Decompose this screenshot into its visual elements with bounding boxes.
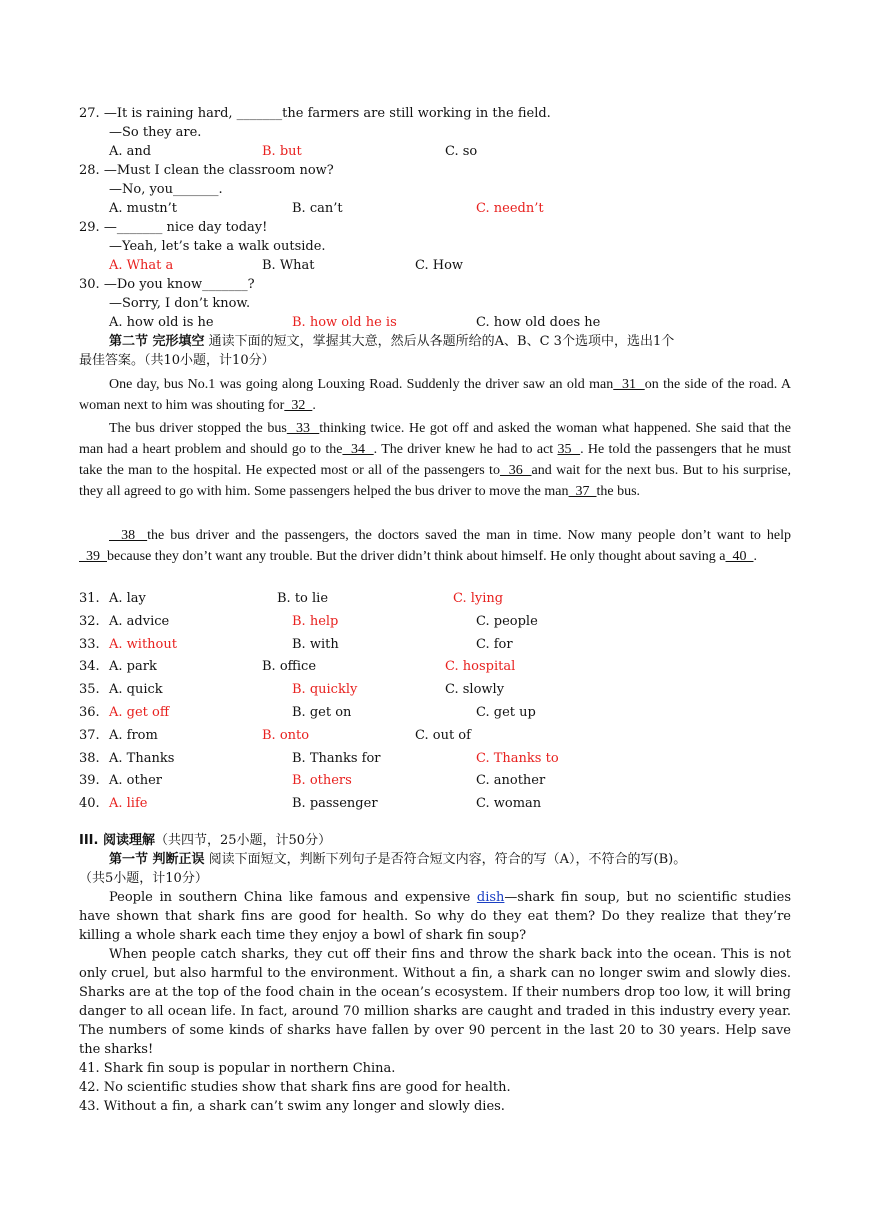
option-c: C. out of [415, 727, 471, 743]
statement-43: 43. Without a fin, a shark can’t swim any longer and slowly dies. [79, 1099, 505, 1114]
option-a: A. and [109, 144, 152, 159]
option-c: C. people [476, 613, 538, 629]
option-a: A. from [109, 727, 158, 743]
blank-31: 31 [613, 377, 645, 392]
option-b-correct: B. how old he is [292, 315, 397, 330]
question-number: 36. [79, 705, 100, 720]
question-number: 30. [79, 277, 100, 292]
question-number: 39. [79, 773, 100, 789]
option-b: B. Thanks for [292, 750, 381, 766]
blank-35: 35 [557, 442, 581, 457]
option-b: B. passenger [292, 796, 378, 812]
blank-36: 36 [499, 463, 532, 478]
option-c: C. How [415, 258, 464, 273]
option-a-correct: A. get off [109, 705, 170, 720]
blank-40: 40 [725, 549, 754, 564]
option-b: B. with [292, 636, 339, 652]
option-a: A. Thanks [109, 750, 175, 766]
question-number: 40. [79, 796, 100, 812]
section-1-heading [109, 850, 686, 869]
option-a: A. how old is he [109, 315, 214, 330]
question-number: 38. [79, 750, 100, 766]
question-number: 32. [79, 613, 100, 629]
option-b-correct: B. others [292, 773, 352, 789]
part-score: （共四节，25小题，计50分） [154, 833, 332, 848]
option-b: B. get on [292, 705, 352, 720]
blank-34: 34 [342, 442, 374, 457]
option-c: C. woman [476, 796, 542, 812]
option-a: A. mustn’t [109, 201, 177, 216]
blank-39: 39 [79, 549, 107, 564]
option-a: A. lay [109, 591, 146, 606]
reading-paragraph-1: People in southern China like famous and expensive dish—shark fin soup, but no scientific studies have shown that shark fins are good for health. So why do they eat them? Do they realize that they’re killing a whole shark each time they enjoy a bowl of shark fin soup? [79, 890, 791, 943]
question-prompt: —_______ nice day today! [103, 220, 268, 235]
question-number: 33. [79, 636, 100, 652]
option-c-correct: C. lying [453, 591, 504, 606]
option-c: C. so [445, 144, 478, 159]
statement-41: 41. Shark fin soup is popular in northern China. [79, 1061, 396, 1076]
question-28-reply: —No, you_______. [109, 182, 223, 197]
section-1-instructions-cont: （共5小题，计10分） [79, 871, 208, 886]
blank-32: 32 [284, 398, 313, 413]
question-number: 35. [79, 682, 100, 698]
cloze-paragraph-3: 38 the bus driver and the passengers, the doctors saved the man in time. Now many people don’t want to help 39 because they don’t want any trouble. But the driver didn’t think about himself. He only thought about saving a 40 . [79, 528, 792, 564]
question-29 [79, 218, 267, 237]
blank-37: 37 [568, 484, 597, 499]
option-a: A. park [109, 659, 157, 675]
option-c-correct: C. Thanks to [476, 750, 559, 766]
question-number: 27. [79, 106, 100, 121]
question-30-reply: —Sorry, I don’t know. [109, 296, 251, 311]
part-3-heading [79, 831, 331, 850]
option-c: C. for [476, 636, 513, 652]
option-b-correct: B. but [262, 144, 302, 159]
dish-link[interactable]: dish [476, 890, 505, 905]
option-c: C. slowly [445, 682, 505, 698]
question-number: 34. [79, 659, 100, 675]
question-prompt: —It is raining hard, _______the farmers are still working in the field. [103, 106, 551, 121]
option-b-correct: B. quickly [292, 682, 358, 698]
question-prompt: —Must I clean the classroom now? [103, 163, 334, 178]
option-b: B. What [262, 258, 315, 273]
question-number: 29. [79, 220, 100, 235]
option-c: C. another [476, 773, 546, 789]
question-27-reply: —So they are. [109, 125, 202, 140]
part-title: III. 阅读理解 [79, 833, 155, 848]
section-title: 第一节 判断正误 [109, 852, 205, 867]
question-number: 28. [79, 163, 100, 178]
question-30 [79, 275, 255, 294]
option-c: C. get up [476, 705, 536, 720]
option-b: B. can’t [292, 201, 343, 216]
option-b-correct: B. onto [262, 727, 310, 743]
option-a-correct: A. without [109, 636, 177, 652]
section-2-instructions-cont: 最佳答案。（共10小题，计10分） [79, 353, 275, 368]
question-27 [79, 104, 551, 123]
question-28 [79, 161, 334, 180]
section-instructions: 阅读下面短文，判断下列句子是否符合短文内容，符合的写（A），不符合的写(B)。 [204, 852, 687, 867]
blank-33: 33 [286, 421, 320, 436]
section-title: 第二节 完形填空 [109, 334, 205, 349]
section-2-heading [109, 332, 674, 351]
section-instructions: 通读下面的短文，掌握其大意，然后从各题所给的A、B、C 3个选项中，选出1个 [204, 334, 675, 349]
option-c-correct: C. needn’t [476, 201, 544, 216]
option-b-correct: B. help [292, 613, 339, 629]
option-a: A. advice [109, 613, 170, 629]
option-c: C. how old does he [476, 315, 601, 330]
question-prompt: —Do you know_______? [103, 277, 255, 292]
question-number: 37. [79, 727, 100, 743]
statement-42: 42. No scientific studies show that shark fins are good for health. [79, 1080, 511, 1095]
reading-paragraph-2: When people catch sharks, they cut off their fins and throw the shark back into the ocean. This is not only cruel, but also harmful to the environment. Without a fin, a shark can no longer swim and slowly dies. Sharks are at the top of the food chain in the ocean’s ecosystem. If their numbers drop too low, it will bring danger to all ocean life. In fact, around 70 million sharks are caught and traded in this industry every year. The numbers of some kinds of sharks have fallen by over 90 percent in the last 20 to 30 years. Help save the sharks! [79, 947, 791, 1057]
option-c-correct: C. hospital [445, 659, 516, 675]
blank-38: 38 [109, 528, 148, 543]
cloze-paragraph-1: One day, bus No.1 was going along Louxing Road. Suddenly the driver saw an old man 31 on the side of the road. A woman next to him was shouting for 32 . [79, 377, 791, 413]
option-a: A. quick [109, 682, 163, 698]
option-a-correct: A. life [109, 796, 148, 812]
option-b: B. to lie [277, 591, 329, 606]
cloze-paragraph-2: The bus driver stopped the bus 33 thinking twice. He got off and asked the woman what happened. She said that the man had a heart problem and should go to the 34 . The driver knew he had to act 35 . He told the passengers that he must take the man to the hospital. He expected most or all of the passengers to 36 and wait for the next bus. But to his surprise, they all agreed to go with him. Some passengers helped the bus driver to move the man 37 the bus. [79, 421, 792, 499]
question-29-reply: —Yeah, let’s take a walk outside. [109, 239, 326, 254]
option-b: B. office [262, 659, 317, 675]
question-number: 31. [79, 591, 100, 606]
option-a-correct: A. What a [109, 258, 174, 273]
option-a: A. other [109, 773, 162, 789]
